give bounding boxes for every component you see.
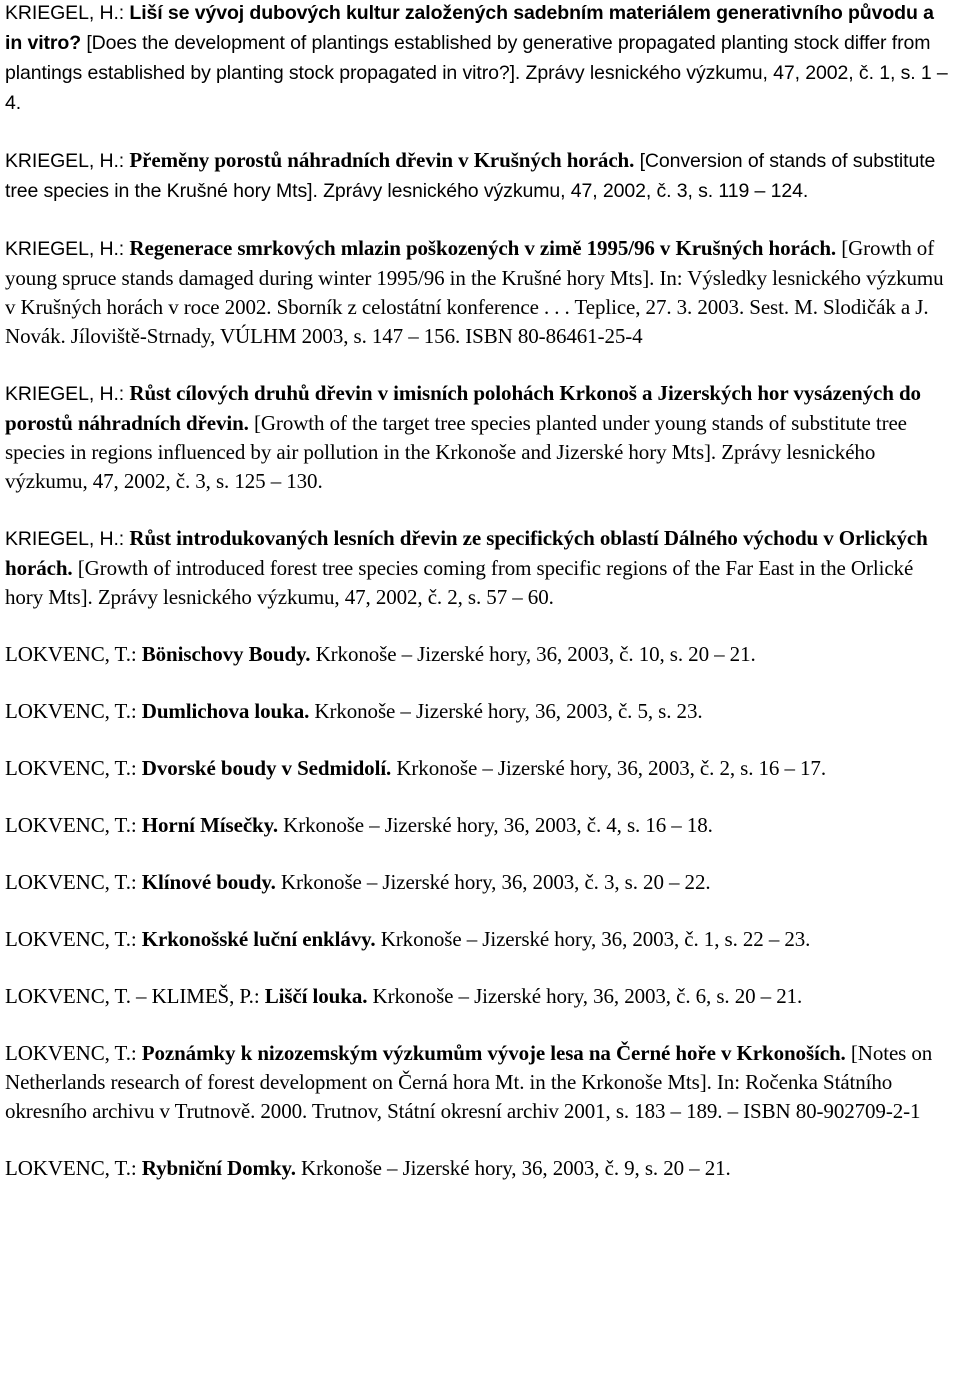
reference-title: Přeměny porostů náhradních dřevin v Krušných horách. [129,148,635,172]
reference-title: Liší se vývoj dubových kultur založených sadebním materiálem generativního původu a in vitro? [5,2,934,54]
reference-details: Krkonoše – Jizerské hory, 36, 2003, č. 2, s. 16 – 17. [391,756,826,780]
reference-author: LOKVENC, T.: [5,756,142,780]
reference-details: [Growth of the target tree species planted under young stands of substitute tree species in regions influenced by air pollution in the Krkonoše and Jizerské hory Mts]. Zprávy lesnického výzkumu, 47, 2002, č. 3, s. 125 – 130. [5,411,907,493]
reference-entry [5,146,950,206]
reference-details: Krkonoše – Jizerské hory, 36, 2003, č. 9, s. 20 – 21. [295,1156,731,1180]
reference-title: Růst introdukovaných lesních dřevin ze specifických oblastí Dálného východu v Orlických horách. [5,526,928,580]
reference-entry [5,925,950,954]
reference-entry [5,0,950,118]
reference-author: KRIEGEL, H.: [5,528,130,550]
reference-details: Krkonoše – Jizerské hory, 36, 2003, č. 5, s. 23. [309,699,703,723]
reference-entry [5,640,950,669]
reference-entry [5,524,950,612]
reference-author: LOKVENC, T.: [5,642,142,666]
reference-author: KRIEGEL, H.: [5,150,130,172]
reference-author: LOKVENC, T.: [5,927,142,951]
reference-author: KRIEGEL, H.: [5,238,130,260]
reference-title: Bönischovy Boudy. [141,642,311,666]
reference-details: Krkonoše – Jizerské hory, 36, 2003, č. 10, s. 20 – 21. [310,642,756,666]
reference-author: KRIEGEL, H.: [5,2,130,24]
reference-entry [5,811,950,840]
reference-title: Rybniční Domky. [141,1156,296,1180]
reference-entry [5,379,950,496]
reference-author: LOKVENC, T.: [5,813,142,837]
reference-author: LOKVENC, T.: [5,1156,142,1180]
reference-details: [Notes on Netherlands research of forest development on Černá hora Mt. in the Krkonoše Mts]. In: Ročenka Státního okresního archivu v Trutnově. 2000. Trutnov, Státní okresní archiv 2001, s. 183 – 189. – ISBN 80-902709-2-1 [5,1041,933,1123]
reference-entry [5,697,950,726]
reference-details: [Does the development of plantings established by generative propagated planting stock differ from plantings established by planting stock propagated in vitro?]. Zprávy lesnického výzkumu, 47, 2002, č. 1, s. 1 – 4. [5,32,948,114]
reference-details: [Conversion of stands of substitute tree species in the Krušné hory Mts]. Zprávy lesnického výzkumu, 47, 2002, č. 3, s. 119 – 124. [5,150,936,202]
reference-author: LOKVENC, T.: [5,1041,142,1065]
reference-author: LOKVENC, T.: [5,870,142,894]
reference-details: [Growth of young spruce stands damaged during winter 1995/96 in the Krušné hory Mts]. In: Výsledky lesnického výzkumu v Krušných horách v roce 2002. Sborník z celostátní konference . . . Teplice, 27. 3. 2003. Sest. M. Slodičák a J. Novák. Jíloviště-Strnady, VÚLHM 2003, s. 147 – 156. ISBN 80-86461-25-4 [5,236,944,348]
reference-entry [5,234,950,351]
reference-author: LOKVENC, T. – KLIMEŠ, P.: [5,984,265,1008]
reference-title: Růst cílových druhů dřevin v imisních polohách Krkonoš a Jizerských hor vysázených do porostů náhradních dřevin. [5,381,921,435]
reference-title: Krkonošské luční enklávy. [141,927,376,951]
reference-entry [5,868,950,897]
reference-title: Dvorské boudy v Sedmidolí. [141,756,392,780]
reference-details: Krkonoše – Jizerské hory, 36, 2003, č. 4, s. 16 – 18. [278,813,713,837]
reference-details: Krkonoše – Jizerské hory, 36, 2003, č. 6, s. 20 – 21. [367,984,803,1008]
reference-title: Horní Mísečky. [141,813,279,837]
reference-title: Regenerace smrkových mlazin poškozených v zimě 1995/96 v Krušných horách. [129,236,837,260]
reference-entry [5,1039,950,1126]
reference-author: KRIEGEL, H.: [5,383,130,405]
reference-entry [5,982,950,1011]
reference-title: Liščí louka. [264,984,368,1008]
reference-title: Dumlichova louka. [141,699,310,723]
reference-title: Poznámky k nizozemským výzkumům vývoje lesa na Černé hoře v Krkonoších. [141,1041,846,1065]
reference-details: Krkonoše – Jizerské hory, 36, 2003, č. 3, s. 20 – 22. [275,870,711,894]
reference-details: Krkonoše – Jizerské hory, 36, 2003, č. 1, s. 22 – 23. [375,927,811,951]
reference-entry [5,754,950,783]
reference-entry [5,1154,950,1183]
reference-details: [Growth of introduced forest tree species coming from specific regions of the Far East in the Orlické hory Mts]. Zprávy lesnického výzkumu, 47, 2002, č. 2, s. 57 – 60. [5,556,914,609]
reference-title: Klínové boudy. [141,870,276,894]
reference-author: LOKVENC, T.: [5,699,142,723]
